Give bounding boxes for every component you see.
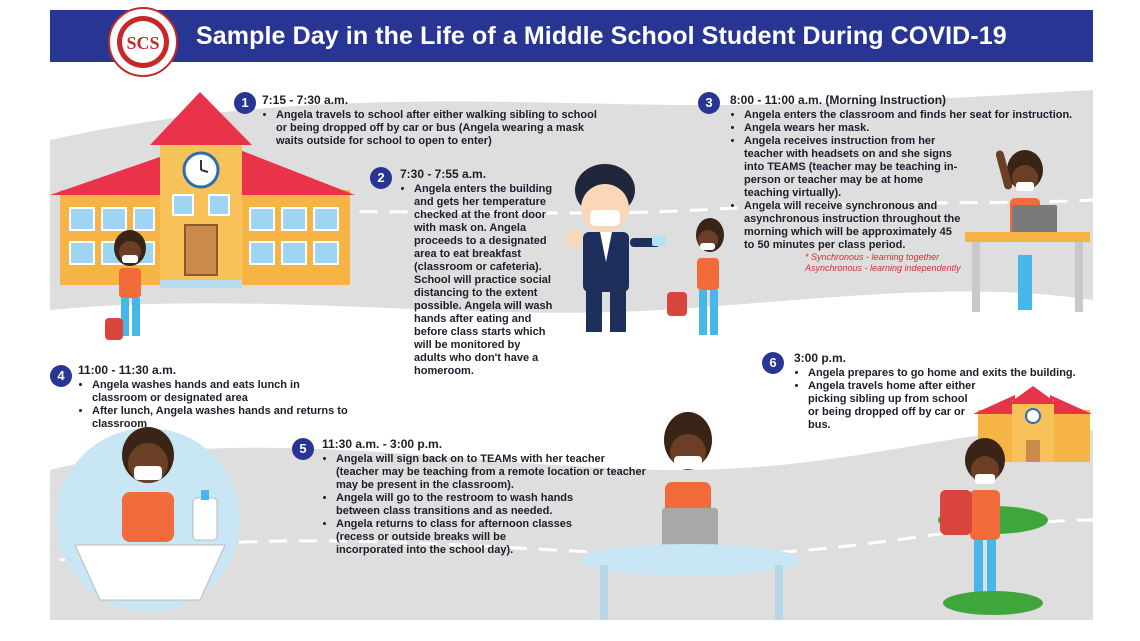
step-5 (322, 438, 650, 557)
note-asynchronous: Asynchronous - learning independently (805, 263, 961, 273)
step-1-time: 7:15 - 7:30 a.m. (262, 93, 349, 107)
step-4 (78, 364, 396, 431)
school-district-logo (108, 7, 178, 77)
step-3-bullet: • Angela wears her mask. (744, 122, 1082, 135)
page-title: Sample Day in the Life of a Middle School Student During COVID-19 (196, 22, 1007, 50)
instruction-type-note (805, 252, 961, 274)
step-3-bullet: • Angela enters the classroom and finds her seat for instruction. (744, 109, 1082, 122)
step-3-time: 8:00 - 11:00 a.m. (Morning Instruction) (730, 93, 947, 107)
step-5-bullet: • Angela returns to class for afternoon classes (recess or outside breaks will be incorporated into the school day). (336, 518, 576, 557)
student-washing-hands-illustration (56, 427, 240, 612)
step-3-bullet: • Angela receives instruction from her teacher with headsets on and she signs into TEAMS (teacher may be teaching in-person or teacher may be at home teaching virtually). (744, 135, 964, 200)
step-1 (262, 94, 597, 148)
step-5-bullet: • Angela will go to the restroom to wash hands between class transitions and as needed. (336, 492, 576, 518)
step-2 (400, 168, 555, 378)
step-2-badge: 2 (370, 167, 392, 189)
step-1-bullet: • Angela travels to school after either walking sibling to school or being dropped off by car or bus (Angela wearing a mask waits outside for school to open to enter) (276, 109, 597, 148)
step-4-time: 11:00 - 11:30 a.m. (78, 363, 177, 377)
step-2-bullet: • Angela enters the building and gets her temperature checked at the front door with mask on. Angela proceeds to a designated area to eat breakfast (classroom or cafeteria). School will practice social distancing to the extent possible. Angela will wash hands after eating and before class starts which will be monitored by adults who don't have a homeroom. (414, 183, 555, 378)
step-2-time: 7:30 - 7:55 a.m. (400, 167, 487, 181)
step-1-badge: 1 (234, 92, 256, 114)
step-6-bullet: • Angela prepares to go home and exits the building. (808, 367, 1084, 380)
step-3 (730, 94, 1082, 252)
step-5-time: 11:30 a.m. - 3:00 p.m. (322, 437, 443, 451)
step-3-bullet: • Angela will receive synchronous and asynchronous instruction throughout the morning which will be approximately 45 to 50 minutes per class period. (744, 200, 964, 252)
step-3-badge: 3 (698, 92, 720, 114)
logo-text: SCS (126, 33, 160, 53)
step-6-bullet: • Angela travels home after either picking sibling up from school or being dropped off by car or bus. (808, 380, 978, 432)
step-4-badge: 4 (50, 365, 72, 387)
step-6-badge: 6 (762, 352, 784, 374)
step-5-bullet: • Angela will sign back on to TEAMs with her teacher (teacher may be teaching from a remote location or teacher may be present in the classroom). (336, 453, 650, 492)
note-synchronous: * Synchronous - learning together (805, 252, 940, 262)
step-5-badge: 5 (292, 438, 314, 460)
step-6 (794, 352, 1084, 432)
step-4-bullet: • After lunch, Angela washes hands and returns to classroom (92, 405, 396, 431)
step-6-time: 3:00 p.m. (794, 351, 847, 365)
step-4-bullet: • Angela washes hands and eats lunch in classroom or designated area (92, 379, 352, 405)
